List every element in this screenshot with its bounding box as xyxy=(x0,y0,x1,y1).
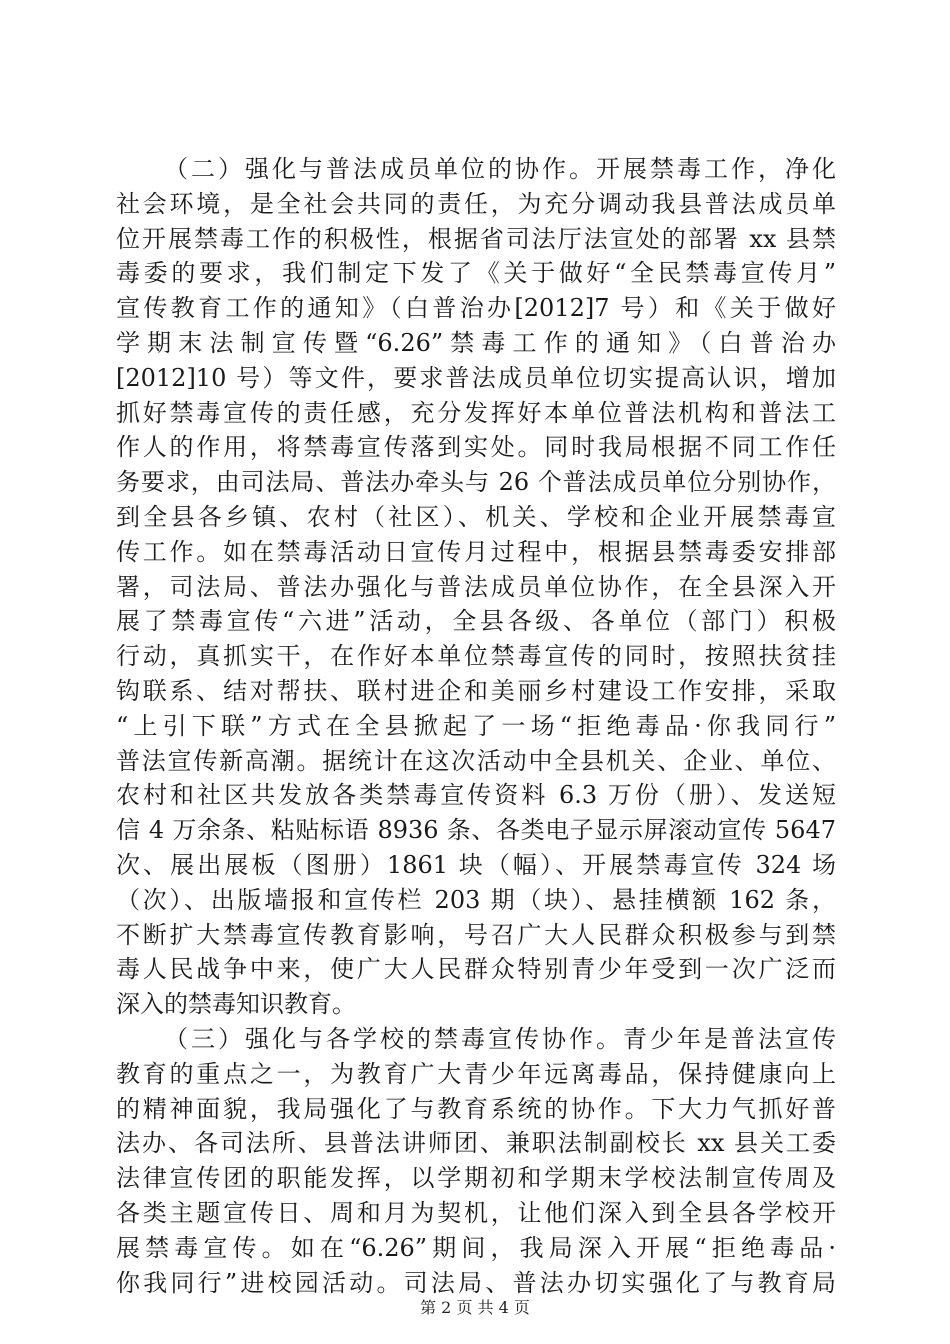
page-footer: 第 2 页 共 4 页 xyxy=(420,1298,530,1317)
text-line: 到全县各乡镇、农村（社区）、机关、学校和企业开展禁毒宣 xyxy=(116,502,836,531)
text-line: 你我同行”进校园活动。司法局、普法办切实强化了与教育局 xyxy=(116,1268,836,1297)
text-line: 行动，真抓实干，在作好本单位禁毒宣传的同时，按照扶贫挂 xyxy=(116,642,836,671)
text-line: 毒人民战争中来，使广大人民群众特别青少年受到一次广泛而 xyxy=(116,955,836,984)
document-body xyxy=(116,152,836,1300)
text-line: 作人的作用，将禁毒宣传落到实处。同时我局根据不同工作任 xyxy=(116,433,836,462)
text-line: [2012]10 号）等文件，要求普法成员单位切实提高认识，增加 xyxy=(116,363,836,392)
text-line: 教育的重点之一，为教育广大青少年远离毒品，保持健康向上 xyxy=(116,1059,836,1088)
text-line: 展禁毒宣传。如在“6.26”期间，我局深入开展“拒绝毒品· xyxy=(116,1233,836,1262)
text-line: 信 4 万余条、粘贴标语 8936 条、各类电子显示屏滚动宣传 5647 xyxy=(116,816,836,845)
text-line: 宣传教育工作的通知》（白普治办[2012]7 号）和《关于做好 xyxy=(116,294,836,323)
text-line: 不断扩大禁毒宣传教育影响，号召广大人民群众积极参与到禁 xyxy=(116,920,836,949)
text-line: 学期末法制宣传暨“6.26”禁毒工作的通知》（白普治办 xyxy=(116,328,836,357)
text-line: 的精神面貌，我局强化了与教育系统的协作。下大力气抓好普 xyxy=(116,1094,836,1123)
text-line: 普法宣传新高潮。据统计在这次活动中全县机关、企业、单位、 xyxy=(116,746,836,775)
text-line: 农村和社区共发放各类禁毒宣传资料 6.3 万份（册）、发送短 xyxy=(116,781,836,810)
text-line: 深入的禁毒知识教育。 xyxy=(116,990,356,1019)
text-line: “上引下联”方式在全县掀起了一场“拒绝毒品·你我同行” xyxy=(116,711,836,740)
text-line: 毒委的要求，我们制定下发了《关于做好“全民禁毒宣传月” xyxy=(116,259,836,288)
text-line: （二）强化与普法成员单位的协作。开展禁毒工作，净化 xyxy=(164,155,836,183)
text-line: 法律宣传团的职能发挥，以学期初和学期末学校法制宣传周及 xyxy=(116,1164,836,1193)
text-line: 署，司法局、普法办强化与普法成员单位协作，在全县深入开 xyxy=(116,572,836,601)
text-line: 抓好禁毒宣传的责任感，充分发挥好本单位普法机构和普法工 xyxy=(116,398,836,427)
text-line: 次、展出展板（图册）1861 块（幅）、开展禁毒宣传 324 场 xyxy=(116,850,836,879)
text-line: 传工作。如在禁毒活动日宣传月过程中，根据县禁毒委安排部 xyxy=(116,537,836,566)
text-line: 位开展禁毒工作的积极性，根据省司法厅法宣处的部署 xx 县禁 xyxy=(116,224,836,253)
text-line: 展了禁毒宣传“六进”活动，全县各级、各单位（部门）积极 xyxy=(116,607,836,636)
text-line: 法办、各司法所、县普法讲师团、兼职法制副校长 xx 县关工委 xyxy=(116,1129,836,1158)
text-line: （三）强化与各学校的禁毒宣传协作。青少年是普法宣传 xyxy=(164,1024,836,1053)
text-line: 各类主题宣传日、周和月为契机，让他们深入到全县各学校开 xyxy=(116,1198,836,1227)
text-line: 务要求，由司法局、普法办牵头与 26 个普法成员单位分别协作， xyxy=(116,468,836,497)
text-line: （次）、出版墙报和宣传栏 203 期（块）、悬挂横额 162 条， xyxy=(116,885,836,914)
text-line: 钩联系、结对帮扶、联村进企和美丽乡村建设工作安排，采取 xyxy=(116,676,836,705)
text-line: 社会环境，是全社会共同的责任，为充分调动我县普法成员单 xyxy=(116,189,836,218)
